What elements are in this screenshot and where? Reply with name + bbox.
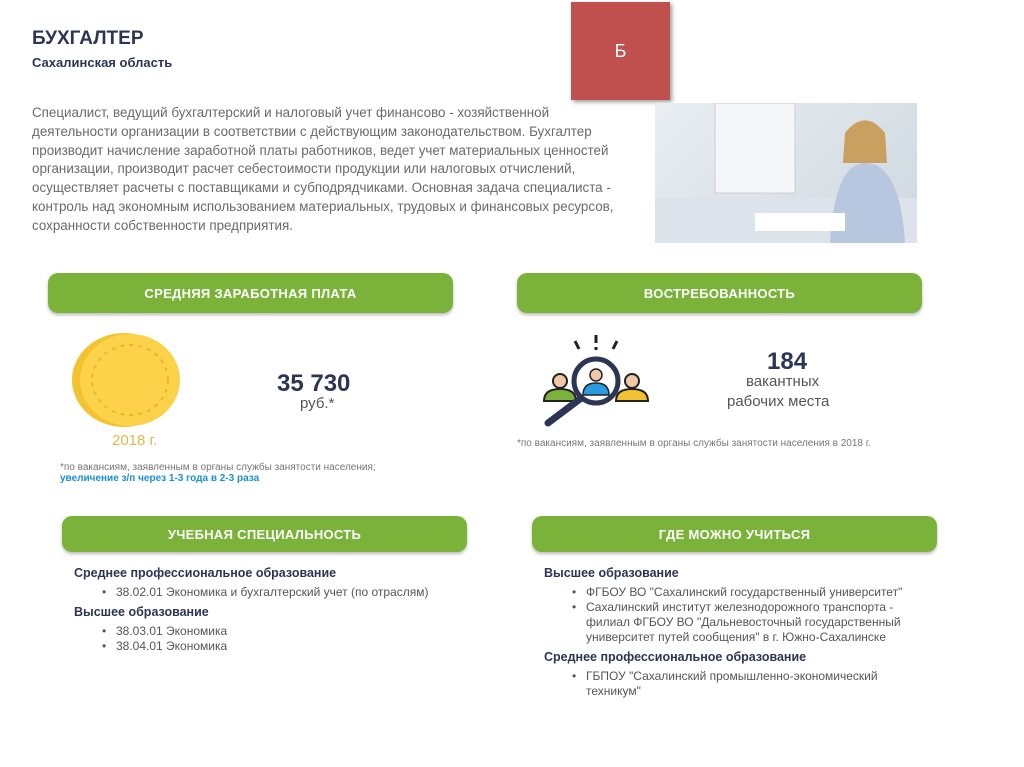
page-title: БУХГАЛТЕР [32, 28, 144, 49]
region-subtitle: Сахалинская область [32, 55, 173, 70]
demand-note: *по вакансиям, заявленным в органы службы занятости населения в 2018 г. [517, 438, 871, 449]
salary-year: 2018 г. [112, 432, 158, 449]
group-title: Высшее образование [74, 605, 209, 619]
letter-badge: Б [571, 2, 670, 100]
list-item: • 38.03.01 Экономика [102, 624, 454, 639]
salary-note: *по вакансиям, заявленным в органы службы занятости населения; [60, 462, 376, 473]
salary-value: 35 730 [277, 370, 351, 397]
group-title: Среднее профессиональное образование [74, 566, 337, 580]
search-people-icon [538, 333, 658, 433]
coin-icon [72, 332, 182, 433]
salary-heading: СРЕДНЯЯ ЗАРАБОТНАЯ ПЛАТА [48, 273, 453, 313]
group-title: Среднее профессиональное образование [544, 650, 807, 664]
demand-line1: вакантных [746, 373, 820, 390]
demand-heading: ВОСТРЕБОВАННОСТЬ [517, 273, 922, 313]
description: Специалист, ведущий бухгалтерский и налоговый учет финансово - хозяйственной деятельности организации в соответствии с действующим законодательством. Бухгалтер производит начисление заработной платы работников, ведет учет материальных ценностей организации, производит расчет себестоимости продукции или налоговых отчислений, осуществляет расчеты с поставщиками и субподрядчиками. Основная задача специалиста - контроль над экономным использованием материальных, трудовых и финансовых ресурсов, сохранности собственности предприятия. [32, 105, 614, 233]
demand-line2: рабочих места [727, 393, 830, 410]
specialty-heading: УЧЕБНАЯ СПЕЦИАЛЬНОСТЬ [62, 516, 467, 552]
list-item: • Сахалинский институт железнодорожного транспорта - филиал ФГБОУ ВО "Дальневосточный государственный университет путей сообщения" в г. Южно-Сахалинске [572, 600, 914, 645]
accountant-photo [655, 103, 917, 243]
group-title: Высшее образование [544, 566, 679, 580]
list-item: • ГБПОУ "Сахалинский промышленно-экономический техникум" [572, 669, 914, 699]
study-list [544, 566, 914, 699]
salary-growth: увеличение з/п через 1-3 года в 2-3 раза [60, 473, 260, 484]
list-item: • ФГБОУ ВО "Сахалинский государственный университет" [572, 585, 914, 600]
demand-value: 184 [767, 348, 808, 375]
list-item: • 38.02.01 Экономика и бухгалтерский учет (по отраслям) [102, 585, 454, 600]
specialty-list [74, 566, 454, 654]
salary-unit: руб.* [300, 395, 335, 412]
study-heading: ГДЕ МОЖНО УЧИТЬСЯ [532, 516, 937, 552]
list-item: • 38.04.01 Экономика [102, 639, 454, 654]
